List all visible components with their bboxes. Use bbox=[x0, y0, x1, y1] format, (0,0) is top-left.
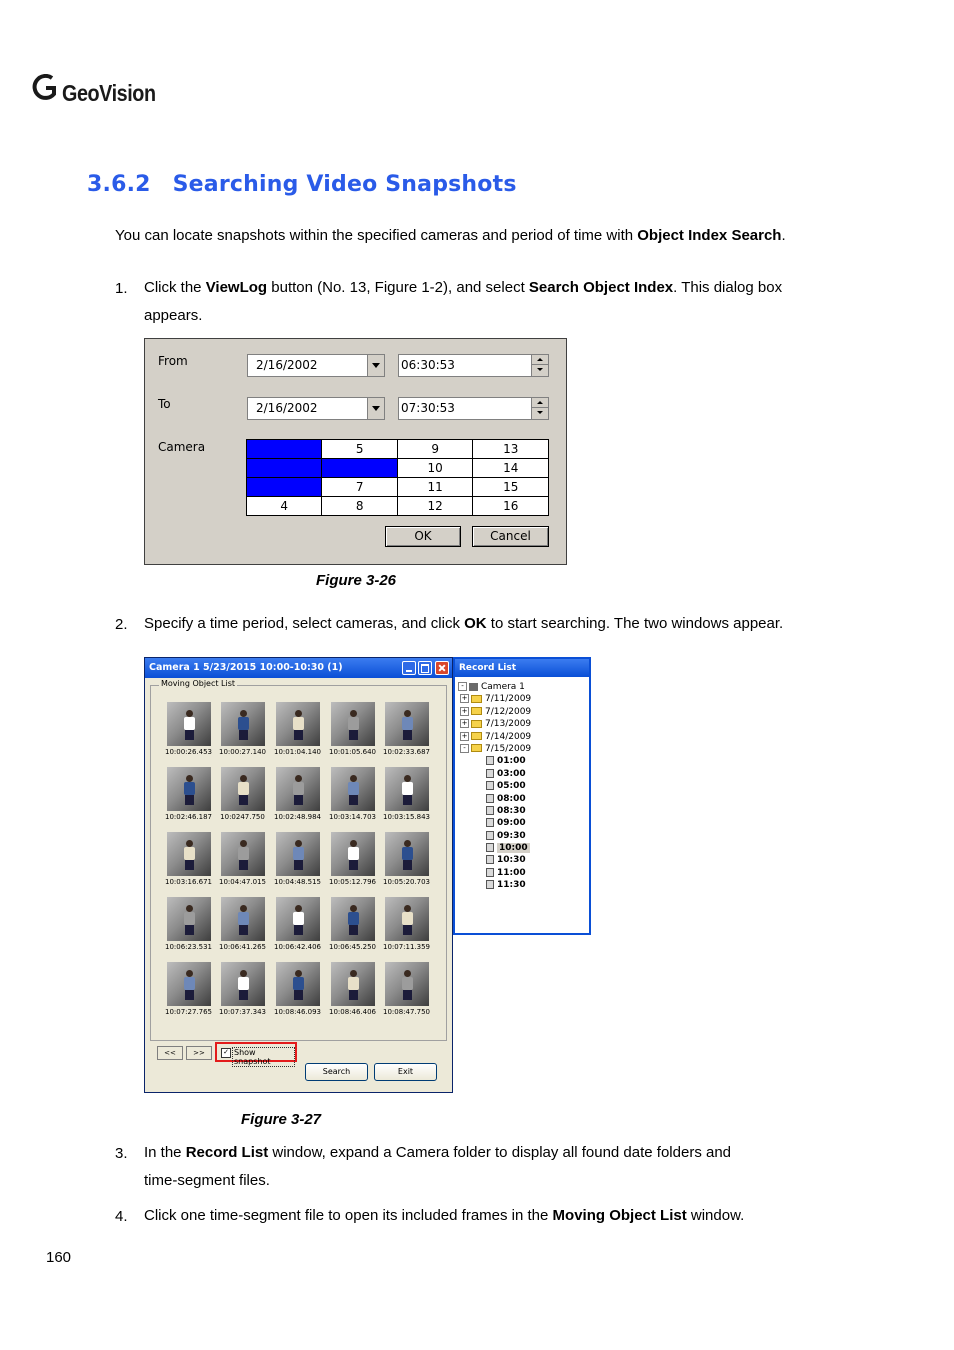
figure-3-27-caption: Figure 3-27 bbox=[241, 1111, 322, 1128]
snapshot-thumbnail[interactable] bbox=[276, 962, 320, 1006]
camera-cell[interactable]: 4 bbox=[247, 497, 322, 516]
camera-icon bbox=[469, 683, 478, 691]
file-icon bbox=[486, 868, 494, 877]
intro-end: . bbox=[781, 227, 786, 244]
section-heading bbox=[87, 172, 517, 197]
snapshot-thumbnail[interactable] bbox=[385, 767, 429, 811]
camera-cell[interactable]: 11 bbox=[397, 478, 473, 497]
camera-cell[interactable]: 14 bbox=[473, 459, 549, 478]
tree-time-node[interactable] bbox=[458, 842, 531, 854]
snapshot-thumbnail[interactable] bbox=[385, 832, 429, 876]
tree-camera-label: Camera 1 bbox=[481, 682, 525, 692]
group-label: Moving Object List bbox=[161, 679, 236, 688]
maximize-icon[interactable] bbox=[418, 661, 432, 675]
tree-time-node[interactable] bbox=[458, 830, 531, 842]
spin-buttons[interactable] bbox=[531, 355, 548, 376]
snapshot-timestamp: 10:02:33.687 bbox=[382, 748, 431, 756]
step3-t1: In the bbox=[144, 1144, 186, 1161]
step4-t2: window. bbox=[686, 1207, 745, 1224]
close-icon[interactable] bbox=[435, 661, 449, 675]
step2-b1: OK bbox=[464, 615, 487, 632]
tree-date-label: 7/14/2009 bbox=[485, 731, 532, 742]
tree-time-node[interactable] bbox=[458, 805, 531, 817]
snapshot-thumbnail[interactable] bbox=[331, 702, 375, 746]
camera-cell[interactable]: 1 bbox=[247, 440, 322, 459]
snapshot-timestamp: 10:05:12.796 bbox=[328, 878, 377, 886]
snapshot-thumbnail[interactable] bbox=[167, 767, 211, 811]
tree-time-label: 11:30 bbox=[497, 880, 526, 891]
from-time-field[interactable] bbox=[398, 354, 549, 377]
spin-up-icon[interactable] bbox=[532, 398, 548, 408]
expand-icon[interactable]: + bbox=[461, 706, 468, 715]
tree-date-node[interactable] bbox=[458, 731, 531, 743]
spin-up-icon[interactable] bbox=[532, 355, 548, 365]
tree-time-label: 10:00 bbox=[499, 843, 528, 854]
file-icon bbox=[486, 769, 494, 778]
from-label: From bbox=[158, 354, 188, 368]
logo-text: GeoVision bbox=[62, 80, 156, 106]
camera-cell[interactable]: 13 bbox=[473, 440, 549, 459]
step4-number: 4. bbox=[115, 1208, 128, 1225]
snapshot-timestamp: 10:06:42.406 bbox=[273, 943, 322, 951]
snapshot-timestamp: 10:07:11.359 bbox=[382, 943, 431, 951]
window-title: Camera 1 5/23/2015 10:00-10:30 (1) bbox=[149, 662, 343, 673]
intro-text: You can locate snapshots within the specified cameras and period of time with bbox=[115, 227, 638, 244]
expand-icon[interactable]: + bbox=[461, 719, 468, 728]
chevron-down-icon[interactable] bbox=[367, 355, 384, 376]
step1-b2: Search Object Index bbox=[528, 279, 674, 296]
file-icon bbox=[486, 756, 494, 765]
next-page-button[interactable]: >> bbox=[186, 1046, 212, 1060]
snapshot-thumbnail[interactable] bbox=[221, 702, 265, 746]
tree-time-label: 03:00 bbox=[497, 768, 526, 779]
file-icon bbox=[486, 806, 494, 815]
tree-date-label: 7/15/2009 bbox=[485, 743, 532, 754]
window-title: Record List bbox=[459, 663, 517, 673]
snapshot-timestamp: 10:03:14.703 bbox=[328, 813, 377, 821]
snapshot-timestamp: 10:07:37.343 bbox=[218, 1008, 267, 1016]
to-date-dropdown[interactable] bbox=[247, 397, 385, 420]
snapshot-timestamp: 10:00:26.453 bbox=[164, 748, 213, 756]
snapshot-thumbnail[interactable] bbox=[385, 962, 429, 1006]
snapshot-timestamp: 10:08:46.406 bbox=[328, 1008, 377, 1016]
tree-date-list bbox=[458, 693, 531, 891]
snapshot-thumbnail[interactable] bbox=[331, 767, 375, 811]
snapshot-thumbnail[interactable] bbox=[167, 897, 211, 941]
tree-time-node[interactable] bbox=[458, 879, 531, 891]
snapshot-timestamp: 10:00:27.140 bbox=[218, 748, 267, 756]
tree-camera-node[interactable] bbox=[458, 681, 531, 693]
snapshot-thumbnail[interactable] bbox=[331, 897, 375, 941]
step1-line2: appears. bbox=[144, 307, 203, 324]
tree-time-label: 08:00 bbox=[497, 793, 526, 804]
snapshot-thumbnail[interactable] bbox=[276, 897, 320, 941]
expand-icon[interactable]: + bbox=[461, 694, 468, 703]
camera-cell[interactable]: 10 bbox=[397, 459, 473, 478]
step4-text bbox=[144, 1202, 744, 1230]
show-snapshot-highlight bbox=[215, 1042, 297, 1066]
snapshot-timestamp: 10:08:46.093 bbox=[273, 1008, 322, 1016]
tree-time-node[interactable] bbox=[458, 854, 531, 866]
tree-time-label: 09:30 bbox=[497, 830, 526, 841]
snapshot-timestamp: 10:01:04.140 bbox=[273, 748, 322, 756]
from-date-value: 2/16/2002 bbox=[256, 358, 318, 372]
step3-b1: Record List bbox=[185, 1144, 269, 1161]
folder-icon bbox=[471, 744, 482, 752]
camera-cell[interactable]: 5 bbox=[322, 440, 397, 459]
folder-icon bbox=[471, 732, 482, 740]
from-time-value: 06:30:53 bbox=[401, 358, 455, 372]
search-object-index-dialog bbox=[144, 338, 567, 565]
camera-label: Camera bbox=[158, 440, 206, 454]
camera-cell[interactable]: 2 bbox=[247, 459, 322, 478]
tree-time-node[interactable] bbox=[458, 867, 531, 879]
section-number: 3.6.2 bbox=[87, 172, 151, 197]
record-list-window bbox=[453, 657, 591, 935]
cancel-button[interactable]: Cancel bbox=[472, 526, 549, 547]
snapshot-thumbnail[interactable] bbox=[276, 767, 320, 811]
moving-object-list-group bbox=[150, 679, 447, 1041]
to-date-value: 2/16/2002 bbox=[256, 401, 318, 415]
snapshot-thumbnail[interactable] bbox=[221, 962, 265, 1006]
exit-button[interactable]: Exit bbox=[374, 1063, 437, 1081]
file-icon bbox=[486, 880, 494, 889]
snapshot-thumbnail[interactable] bbox=[331, 832, 375, 876]
minimize-icon[interactable] bbox=[402, 661, 416, 675]
step1-t2: button (No. 13, Figure 1-2), and select bbox=[267, 279, 529, 296]
step3-number: 3. bbox=[115, 1145, 128, 1162]
snapshot-timestamp: 10:02:46.187 bbox=[164, 813, 213, 821]
figure-3-26-caption: Figure 3-26 bbox=[316, 572, 397, 589]
tree-time-label: 08:30 bbox=[497, 805, 526, 816]
snapshot-thumbnail[interactable] bbox=[167, 962, 211, 1006]
to-time-field[interactable] bbox=[398, 397, 549, 420]
folder-icon bbox=[471, 695, 482, 703]
snapshot-thumbnail[interactable] bbox=[221, 832, 265, 876]
file-icon bbox=[486, 794, 494, 803]
step2-t1: Specify a time period, select cameras, and click bbox=[144, 615, 465, 632]
moving-object-list-window bbox=[144, 657, 453, 1093]
camera-cell[interactable]: 6 bbox=[322, 459, 397, 478]
step4-b1: Moving Object List bbox=[552, 1207, 687, 1224]
tree-time-node[interactable] bbox=[458, 780, 531, 792]
snapshot-timestamp: 10:02:48.984 bbox=[273, 813, 322, 821]
tree-time-node[interactable] bbox=[458, 755, 531, 767]
step1-text bbox=[144, 274, 864, 330]
tree-date-label: 7/11/2009 bbox=[485, 694, 532, 705]
snapshot-thumbnail[interactable] bbox=[167, 702, 211, 746]
section-title: Searching Video Snapshots bbox=[172, 172, 517, 197]
search-button[interactable]: Search bbox=[305, 1063, 368, 1081]
to-label: To bbox=[158, 397, 171, 411]
step1-b1: ViewLog bbox=[205, 279, 268, 296]
camera-cell[interactable]: 16 bbox=[473, 497, 549, 516]
camera-cell[interactable]: 9 bbox=[397, 440, 473, 459]
snapshot-thumbnail[interactable] bbox=[385, 897, 429, 941]
snapshot-thumbnail[interactable] bbox=[276, 832, 320, 876]
tree-date-node[interactable] bbox=[458, 706, 531, 718]
show-snapshot-label[interactable]: Show snapshot bbox=[232, 1047, 295, 1067]
step4-t1: Click one time-segment file to open its included frames in the bbox=[144, 1207, 553, 1224]
tree-time-node[interactable] bbox=[458, 817, 531, 829]
snapshot-timestamp: 10:06:45.250 bbox=[328, 943, 377, 951]
snapshot-timestamp: 10:07:27.765 bbox=[164, 1008, 213, 1016]
page-number: 160 bbox=[46, 1249, 72, 1266]
snapshot-timestamp: 10:0247.750 bbox=[220, 813, 265, 821]
file-icon bbox=[486, 781, 494, 790]
snapshot-timestamp: 10:04:48.515 bbox=[273, 878, 322, 886]
ok-button[interactable]: OK bbox=[385, 526, 461, 547]
camera-cell[interactable]: 15 bbox=[473, 478, 549, 497]
tree-date-node[interactable] bbox=[458, 743, 531, 755]
spin-down-icon[interactable] bbox=[532, 365, 548, 375]
snapshot-thumbnail[interactable] bbox=[221, 897, 265, 941]
file-icon bbox=[486, 855, 494, 864]
intro-bold: Object Index Search bbox=[637, 227, 782, 244]
collapse-icon[interactable]: - bbox=[460, 744, 469, 753]
expand-icon[interactable]: + bbox=[461, 731, 468, 740]
tree-time-node[interactable] bbox=[458, 793, 531, 805]
window-titlebar[interactable] bbox=[455, 659, 589, 677]
snapshot-timestamp: 10:01:05.640 bbox=[328, 748, 377, 756]
step3-text bbox=[144, 1139, 864, 1195]
snapshot-timestamp: 10:08:47.750 bbox=[382, 1008, 431, 1016]
step2-t2: to start searching. The two windows appear. bbox=[486, 615, 784, 632]
snapshot-thumbnail[interactable] bbox=[167, 832, 211, 876]
snapshot-thumbnail[interactable] bbox=[385, 702, 429, 746]
tree-time-label: 11:00 bbox=[497, 867, 526, 878]
snapshot-timestamp: 10:04:47.015 bbox=[218, 878, 267, 886]
snapshot-timestamp: 10:03:15.843 bbox=[382, 813, 431, 821]
tree-time-label: 09:00 bbox=[497, 818, 526, 829]
step3-line2: time-segment files. bbox=[144, 1172, 270, 1189]
snapshot-thumbnail[interactable] bbox=[331, 962, 375, 1006]
camera-grid bbox=[246, 439, 549, 516]
window-titlebar[interactable] bbox=[145, 658, 452, 678]
camera-cell[interactable]: 7 bbox=[322, 478, 397, 497]
record-tree bbox=[458, 681, 531, 892]
tree-date-node[interactable] bbox=[458, 718, 531, 730]
tree-date-label: 7/13/2009 bbox=[485, 719, 532, 730]
tree-time-label: 05:00 bbox=[497, 781, 526, 792]
snapshot-timestamp: 10:06:23.531 bbox=[164, 943, 213, 951]
folder-icon bbox=[471, 707, 482, 715]
camera-cell[interactable]: 12 bbox=[397, 497, 473, 516]
step2-number: 2. bbox=[115, 616, 128, 633]
prev-page-button[interactable]: << bbox=[157, 1046, 183, 1060]
file-icon bbox=[486, 818, 494, 827]
camera-cell[interactable]: 8 bbox=[322, 497, 397, 516]
file-icon bbox=[486, 843, 494, 852]
snapshot-timestamp: 10:05:20.703 bbox=[382, 878, 431, 886]
snapshot-timestamp: 10:03:16.671 bbox=[164, 878, 213, 886]
step1-t1: Click the bbox=[144, 279, 206, 296]
show-snapshot-checkbox[interactable]: ✓ bbox=[221, 1048, 231, 1058]
step3-t2: window, expand a Camera folder to display all found date folders and bbox=[268, 1144, 732, 1161]
intro-paragraph bbox=[115, 222, 786, 250]
snapshot-thumbnail[interactable] bbox=[276, 702, 320, 746]
camera-cell[interactable]: 3 bbox=[247, 478, 322, 497]
tree-time-label: 01:00 bbox=[497, 756, 526, 767]
from-date-dropdown[interactable] bbox=[247, 354, 385, 377]
step1-t3: . This dialog box bbox=[673, 279, 783, 296]
collapse-icon[interactable]: - bbox=[458, 682, 467, 691]
chevron-down-icon[interactable] bbox=[367, 398, 384, 419]
tree-date-label: 7/12/2009 bbox=[485, 706, 532, 717]
step1-number: 1. bbox=[115, 280, 128, 297]
to-time-value: 07:30:53 bbox=[401, 401, 455, 415]
file-icon bbox=[486, 831, 494, 840]
snapshot-timestamp: 10:06:41.265 bbox=[218, 943, 267, 951]
tree-date-node[interactable] bbox=[458, 693, 531, 705]
step2-text bbox=[144, 610, 783, 638]
snapshot-thumbnail[interactable] bbox=[221, 767, 265, 811]
tree-time-label: 10:30 bbox=[497, 855, 526, 866]
spin-down-icon[interactable] bbox=[532, 408, 548, 418]
folder-icon bbox=[471, 720, 482, 728]
spin-buttons[interactable] bbox=[531, 398, 548, 419]
tree-time-node[interactable] bbox=[458, 768, 531, 780]
geovision-logo-icon bbox=[32, 74, 58, 102]
